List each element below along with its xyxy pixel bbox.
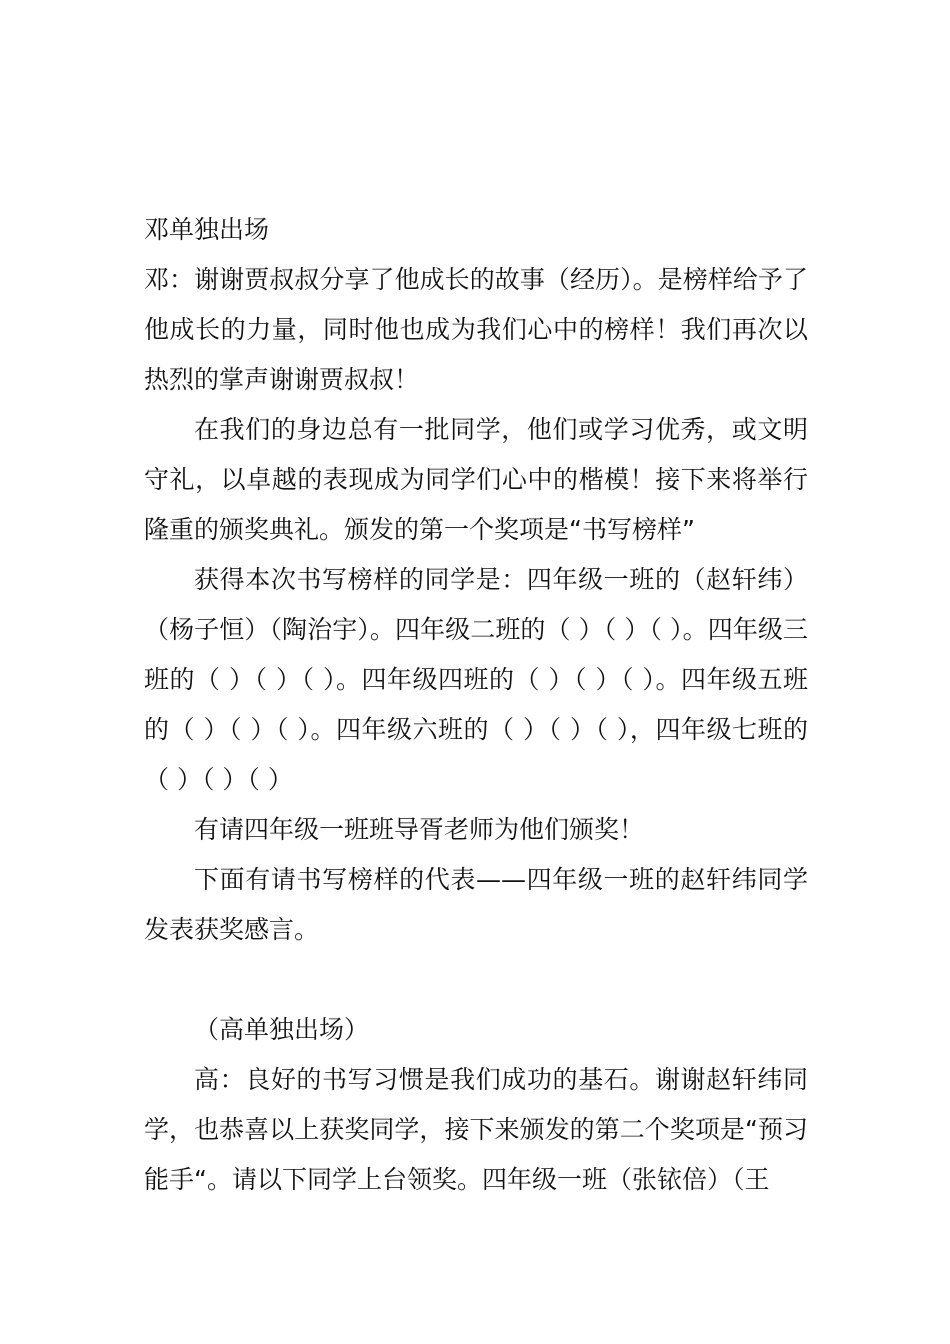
paragraph-scene-gao-entrance: （高单独出场） [194,1015,370,1044]
paragraph-spacer [144,955,808,1005]
document-body [144,205,808,1205]
paragraph-scene-deng-entrance: 邓单独出场 [144,215,270,244]
paragraph-gao-second-award: 高：良好的书写习惯是我们成功的基石。谢谢赵轩纬同学，也恭喜以上获奖同学，接下来颁发的第二个奖项是“预习能手“。请以下同学上台领奖。四年级一班（张铱倍）（王 [144,1065,808,1194]
paragraph-writing-award-winners: 获得本次书写榜样的同学是：四年级一班的（赵轩纬）（杨子恒）（陶治宇）。四年级二班的（ ）（ ）（ ）。四年级三班的（ ）（ ）（ ）。四年级四班的（ ）（ ）（ ）。四年级五班的（ ）（ ）（ ）。四年级六班的（ ）（ ）（ ），四年级七班的（ ）（ ）（ ） [144,565,808,794]
paragraph-winner-speech: 下面有请书写榜样的代表——四年级一班的赵轩纬同学发表获奖感言。 [144,865,808,944]
paragraph-teacher-presents: 有请四年级一班班导胥老师为他们颁奖！ [194,815,645,844]
paragraph-deng-thanks: 邓：谢谢贾叔叔分享了他成长的故事（经历）。是榜样给予了他成长的力量，同时他也成为我们心中的榜样！我们再次以热烈的掌声谢谢贾叔叔！ [144,265,808,394]
paragraph-award-intro: 在我们的身边总有一批同学，他们或学习优秀，或文明守礼，以卓越的表现成为同学们心中的楷模！接下来将举行隆重的颁奖典礼。颁发的第一个奖项是“书写榜样” [144,415,808,544]
